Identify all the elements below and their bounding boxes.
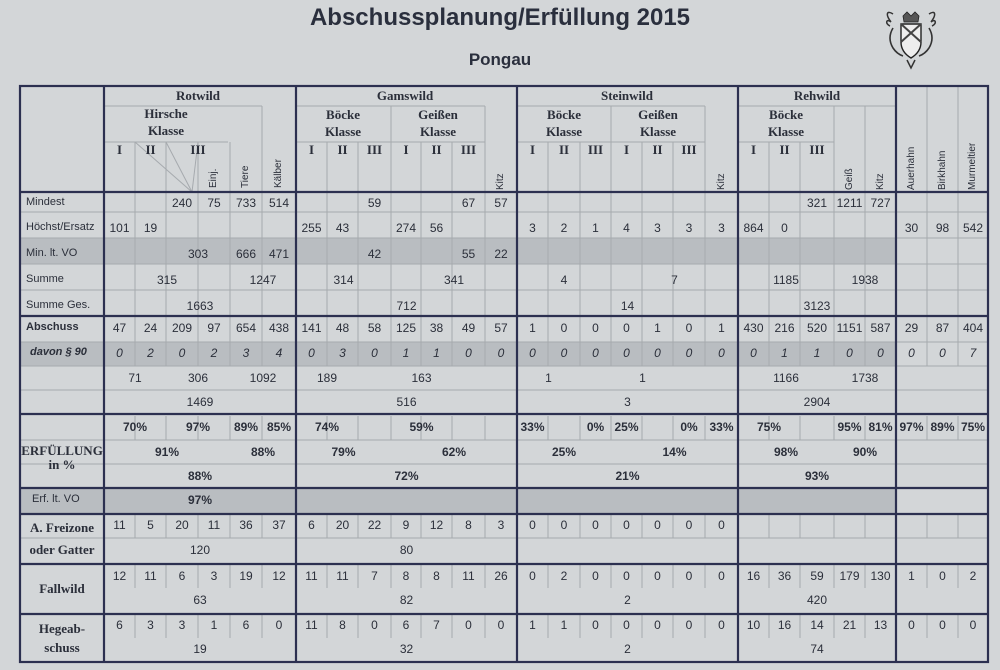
tiere-header: Tiere xyxy=(240,165,251,188)
erf2-cell-5: 14% xyxy=(662,445,687,459)
row-label-hegeab-2: schuss xyxy=(44,640,80,655)
hegeab-cell-17: 0 xyxy=(654,618,661,632)
minvo-cell-2: 303 xyxy=(187,247,209,261)
summe-cell-2: 314 xyxy=(333,273,354,287)
erf1-cell-15: 0% xyxy=(586,420,605,434)
fallwild-cell-4: 19 xyxy=(239,569,253,583)
minvo-cell-5: 471 xyxy=(268,247,290,261)
class-I-header: I xyxy=(750,142,757,157)
freizone-cell-8: 22 xyxy=(367,518,382,532)
abschuss-total-cell-0: 1469 xyxy=(186,395,214,409)
abschuss-cell-19: 1 xyxy=(718,321,725,335)
freizone-cell-18: 0 xyxy=(685,518,693,532)
row-label-fallwild: Fallwild xyxy=(39,581,85,596)
abschuss-sum-cell-4: 163 xyxy=(411,371,432,385)
abschuss-cell-4: 654 xyxy=(235,321,257,335)
abschuss-cell-6: 141 xyxy=(301,321,322,335)
hoechst-cell-27: 542 xyxy=(962,221,984,235)
davon-cell-1: 2 xyxy=(147,346,154,360)
abschuss-cell-1: 24 xyxy=(143,321,158,335)
gams-geissen-header: Geißen xyxy=(418,107,458,122)
fallwild-cell-23: 179 xyxy=(839,569,860,583)
abschuss-sum-cell-3: 189 xyxy=(316,371,338,385)
hegeab-cell-24: 13 xyxy=(873,618,888,632)
fallwild-cell-19: 0 xyxy=(718,569,725,583)
hirsche-header: Hirsche xyxy=(144,106,188,121)
hoechst-cell-10: 56 xyxy=(429,221,444,235)
class-II-header: II xyxy=(337,142,348,157)
reh-kitz-header: Kitz xyxy=(874,173,886,190)
davon-cell-0: 0 xyxy=(116,346,123,360)
davon-cell-7: 3 xyxy=(339,346,346,360)
freizone-cell-1: 5 xyxy=(147,518,154,532)
row-label-davon: davon § 90 xyxy=(30,346,87,358)
erf2-cell-2: 79% xyxy=(331,445,356,459)
davon-cell-27: 7 xyxy=(969,346,977,360)
hegeab-cell-5: 0 xyxy=(275,618,283,632)
page-title: Abschussplanung/Erfüllung 2015 xyxy=(309,4,691,31)
hoechst-cell-16: 4 xyxy=(623,221,630,235)
fallwild-cell-21: 36 xyxy=(777,569,792,583)
birkhahn-header: Birkhahn xyxy=(936,150,948,190)
hoechst-cell-0: 101 xyxy=(109,221,130,235)
hoechst-cell-13: 3 xyxy=(529,221,536,235)
freizone-cell-4: 36 xyxy=(239,518,253,532)
fallwild-cell-22: 59 xyxy=(810,569,824,583)
mindest-cell-24: 727 xyxy=(870,196,891,210)
fallwild-cell-26: 0 xyxy=(939,569,946,583)
davon-cell-24: 0 xyxy=(877,346,884,360)
erf1-cell-6: 74% xyxy=(314,420,340,434)
minvo-cell-4: 666 xyxy=(235,247,257,261)
hegeab-total-2: 2 xyxy=(624,642,631,656)
hegeab-cell-0: 6 xyxy=(116,618,123,632)
class-II-header: II xyxy=(558,142,570,157)
davon-cell-4: 3 xyxy=(242,346,250,360)
davon-cell-20: 0 xyxy=(750,346,757,360)
mindest-cell-12: 57 xyxy=(494,196,508,210)
stein-boecke-klasse: Klasse xyxy=(545,124,583,139)
davon-cell-2: 0 xyxy=(178,346,186,360)
davon-cell-14: 0 xyxy=(560,346,568,360)
hegeab-cell-16: 0 xyxy=(623,618,630,632)
abschuss-sum-cell-5: 1 xyxy=(545,371,552,385)
abschuss-total-cell-3: 2904 xyxy=(803,395,831,409)
hegeab-cell-21: 16 xyxy=(777,618,792,632)
freizone-cell-9: 9 xyxy=(402,518,410,532)
gams-boecke-klasse: Klasse xyxy=(324,124,362,139)
abschuss-sum-cell-8: 1738 xyxy=(851,371,879,385)
hegeab-cell-4: 6 xyxy=(242,618,250,632)
hegeab-cell-20: 10 xyxy=(746,618,761,632)
class-I-header: I xyxy=(623,142,630,157)
gamswild-header: Gamswild xyxy=(376,88,434,103)
fallwild-cell-7: 11 xyxy=(336,569,349,583)
davon-cell-17: 0 xyxy=(654,346,661,360)
freizone-total-0: 120 xyxy=(189,543,211,557)
abschuss-cell-24: 587 xyxy=(870,321,891,335)
davon-cell-25: 0 xyxy=(908,346,915,360)
davon-cell-3: 2 xyxy=(210,346,218,360)
erf1-cell-9: 59% xyxy=(409,420,434,434)
class-I-header: I xyxy=(116,142,123,157)
hegeab-cell-8: 0 xyxy=(371,618,378,632)
gams-boecke-header: Böcke xyxy=(326,107,360,122)
kaelber-header: Kälber xyxy=(273,159,284,188)
class-I-header: I xyxy=(308,142,315,157)
abschuss-cell-22: 520 xyxy=(806,321,828,335)
erf3-cell-2: 21% xyxy=(615,469,640,483)
abschuss-cell-13: 1 xyxy=(529,321,536,335)
summe-ges-cell-2: 14 xyxy=(620,299,635,313)
abschuss-cell-25: 29 xyxy=(904,321,919,335)
mindest-cell-23: 1211 xyxy=(836,196,863,210)
murmeltier-header: Murmeltier xyxy=(967,142,978,190)
hegeab-cell-15: 0 xyxy=(592,618,599,632)
hegeab-cell-1: 3 xyxy=(147,618,154,632)
hirsche-klasse-header: Klasse xyxy=(147,123,185,138)
abschuss-cell-23: 1151 xyxy=(836,321,863,335)
einj-header: Einj. xyxy=(208,168,219,188)
fallwild-cell-0: 12 xyxy=(112,569,127,583)
abschuss-total-cell-2: 3 xyxy=(624,395,631,409)
davon-cell-11: 0 xyxy=(465,346,472,360)
hegeab-cell-11: 0 xyxy=(465,618,472,632)
davon-cell-16: 0 xyxy=(623,346,630,360)
erf1-cell-25: 97% xyxy=(899,420,924,434)
minvo-cell-12: 22 xyxy=(494,247,508,261)
abschuss-cell-17: 1 xyxy=(654,321,661,335)
hegeab-cell-26: 0 xyxy=(939,618,946,632)
hegeab-cell-19: 0 xyxy=(718,618,725,632)
summe-ges-cell-3: 3123 xyxy=(803,299,831,313)
gams-geissen-klasse: Klasse xyxy=(419,124,457,139)
row-label-hegeab-1: Hegeab- xyxy=(38,621,86,636)
fallwild-cell-18: 0 xyxy=(685,569,693,583)
row-label-summe-ges: Summe Ges. xyxy=(26,299,91,311)
class-III-header: III xyxy=(190,142,206,157)
erf2-cell-0: 91% xyxy=(154,445,180,459)
mindest-cell-22: 321 xyxy=(806,196,828,210)
hegeab-cell-22: 14 xyxy=(810,618,824,632)
fallwild-cell-24: 130 xyxy=(870,569,891,583)
fallwild-cell-2: 6 xyxy=(178,569,186,583)
fallwild-cell-16: 0 xyxy=(623,569,630,583)
fallwild-cell-10: 8 xyxy=(433,569,440,583)
minvo-cell-8: 42 xyxy=(367,247,382,261)
freizone-cell-15: 0 xyxy=(592,518,599,532)
reh-geiss-header: Geiß xyxy=(843,168,855,190)
summe-ges-cell-0: 1663 xyxy=(186,299,214,313)
erf1-cell-4: 89% xyxy=(233,420,259,434)
summe-cell-0: 315 xyxy=(156,273,178,287)
abschuss-cell-20: 430 xyxy=(743,321,764,335)
davon-cell-21: 1 xyxy=(781,346,788,360)
erf2-cell-6: 98% xyxy=(773,445,799,459)
hegeab-cell-14: 1 xyxy=(560,618,568,632)
row-label-abschuss: Abschuss xyxy=(26,321,79,333)
erf-vo-cell: 97% xyxy=(187,493,213,507)
steinwild-header: Steinwild xyxy=(600,88,654,103)
freizone-cell-7: 20 xyxy=(335,518,350,532)
row-label-minvo: Min. lt. VO xyxy=(26,247,78,259)
stein-geissen-klasse: Klasse xyxy=(639,124,677,139)
gams-kitz-header: Kitz xyxy=(495,173,506,190)
davon-cell-19: 0 xyxy=(718,346,725,360)
mindest-cell-8: 59 xyxy=(367,196,382,210)
hoechst-cell-15: 1 xyxy=(592,221,599,235)
abschuss-cell-12: 57 xyxy=(494,321,508,335)
erf1-cell-24: 81% xyxy=(868,420,893,434)
abschuss-cell-14: 0 xyxy=(560,321,568,335)
fallwild-cell-9: 8 xyxy=(402,569,410,583)
hoechst-cell-9: 274 xyxy=(395,221,417,235)
erf2-cell-4: 25% xyxy=(551,445,577,459)
abschuss-cell-5: 438 xyxy=(268,321,290,335)
davon-cell-12: 0 xyxy=(497,346,505,360)
abschuss-sum-cell-2: 1092 xyxy=(249,371,277,385)
mindest-cell-5: 514 xyxy=(268,196,290,210)
abschuss-cell-27: 404 xyxy=(962,321,984,335)
freizone-total-1: 80 xyxy=(399,543,414,557)
hegeab-total-1: 32 xyxy=(399,642,414,656)
hegeab-cell-10: 7 xyxy=(433,618,440,632)
abschuss-cell-0: 47 xyxy=(112,321,127,335)
hoechst-cell-14: 2 xyxy=(560,221,568,235)
davon-cell-13: 0 xyxy=(529,346,536,360)
hegeab-cell-27: 0 xyxy=(969,618,977,632)
row-label-freizone-2: oder Gatter xyxy=(29,542,95,557)
fallwild-cell-5: 12 xyxy=(272,569,286,583)
summe-cell-3: 341 xyxy=(443,273,465,287)
freizone-cell-17: 0 xyxy=(654,518,661,532)
mindest-cell-2: 240 xyxy=(171,196,193,210)
erf1-cell-19: 33% xyxy=(709,420,734,434)
fallwild-cell-6: 11 xyxy=(305,569,318,583)
class-II-header: II xyxy=(145,142,156,157)
abschuss-sum-cell-0: 71 xyxy=(128,371,142,385)
freizone-cell-2: 20 xyxy=(175,518,189,532)
hegeab-cell-6: 11 xyxy=(305,618,318,632)
fallwild-cell-20: 16 xyxy=(746,569,761,583)
fallwild-total-0: 63 xyxy=(193,593,207,607)
abschuss-sum-cell-7: 1166 xyxy=(773,371,799,385)
row-label-erfuellung: ERFÜLLUNG xyxy=(21,443,103,458)
freizone-cell-12: 3 xyxy=(497,518,505,532)
abschuss-cell-21: 216 xyxy=(774,321,795,335)
reh-boecke-header: Böcke xyxy=(769,107,803,122)
erf3-cell-1: 72% xyxy=(394,469,419,483)
page-subtitle: Pongau xyxy=(468,50,532,69)
summe-cell-5: 7 xyxy=(671,273,678,287)
erf1-cell-23: 95% xyxy=(837,420,862,434)
row-label-in-pct: in % xyxy=(48,457,76,472)
abschuss-cell-18: 0 xyxy=(685,321,693,335)
hoechst-cell-6: 255 xyxy=(301,221,322,235)
fallwild-cell-1: 11 xyxy=(144,569,157,583)
summe-cell-4: 4 xyxy=(560,273,568,287)
class-III-header: III xyxy=(366,142,383,157)
abschuss-cell-15: 0 xyxy=(592,321,599,335)
freizone-cell-19: 0 xyxy=(718,518,725,532)
freizone-cell-11: 8 xyxy=(465,518,472,532)
summe-cell-1: 1247 xyxy=(249,273,277,287)
fallwild-cell-17: 0 xyxy=(654,569,661,583)
summe-ges-cell-1: 712 xyxy=(396,299,417,313)
class-II-header: II xyxy=(431,142,442,157)
auerhahn-header: Auerhahn xyxy=(905,146,917,190)
abschuss-cell-11: 49 xyxy=(461,321,476,335)
erf1-cell-13: 33% xyxy=(520,420,545,434)
class-I-header: I xyxy=(403,142,409,157)
summe-cell-6: 1185 xyxy=(773,273,799,287)
summe-cell-7: 1938 xyxy=(851,273,879,287)
davon-cell-22: 1 xyxy=(813,346,821,360)
abschuss-cell-8: 58 xyxy=(367,321,382,335)
row-label-hoechst: Höchst/Ersatz xyxy=(26,221,95,233)
row-label-summe: Summe xyxy=(26,273,64,285)
abschuss-total-cell-1: 516 xyxy=(396,395,417,409)
class-III-header: III xyxy=(460,142,477,157)
hoechst-cell-18: 3 xyxy=(685,221,693,235)
class-III-header: III xyxy=(809,142,825,157)
fallwild-cell-13: 0 xyxy=(529,569,536,583)
abschuss-cell-3: 97 xyxy=(207,321,221,335)
davon-cell-5: 4 xyxy=(275,346,283,360)
class-III-header: III xyxy=(681,142,697,157)
erf1-cell-2: 97% xyxy=(185,420,211,434)
erf2-cell-3: 62% xyxy=(441,445,467,459)
hegeab-cell-13: 1 xyxy=(529,618,536,632)
hegeab-cell-12: 0 xyxy=(497,618,505,632)
abschuss-sum-cell-6: 1 xyxy=(639,371,646,385)
erf2-cell-1: 88% xyxy=(250,445,276,459)
hoechst-cell-17: 3 xyxy=(654,221,661,235)
abschuss-cell-7: 48 xyxy=(335,321,350,335)
reh-boecke-klasse: Klasse xyxy=(767,124,805,139)
mindest-cell-4: 733 xyxy=(235,196,257,210)
row-label-mindest: Mindest xyxy=(26,196,65,208)
fallwild-cell-11: 11 xyxy=(462,569,475,583)
stein-geissen-header: Geißen xyxy=(638,107,678,122)
freizone-cell-13: 0 xyxy=(529,518,536,532)
erf1-cell-5: 85% xyxy=(266,420,292,434)
hegeab-cell-25: 0 xyxy=(908,618,915,632)
erf3-cell-3: 93% xyxy=(804,469,830,483)
class-III-header: III xyxy=(587,142,604,157)
class-II-header: II xyxy=(652,142,663,157)
erf1-cell-27: 75% xyxy=(960,420,986,434)
erf2-cell-7: 90% xyxy=(852,445,878,459)
class-I-header: I xyxy=(529,142,536,157)
davon-cell-9: 1 xyxy=(402,346,410,360)
freizone-cell-3: 11 xyxy=(207,518,221,532)
rehwild-header: Rehwild xyxy=(793,88,841,103)
fallwild-total-3: 420 xyxy=(806,593,828,607)
stein-kitz-header: Kitz xyxy=(715,173,727,190)
davon-cell-26: 0 xyxy=(939,346,946,360)
abschuss-cell-10: 38 xyxy=(429,321,444,335)
erf1-cell-26: 89% xyxy=(930,420,955,434)
fallwild-cell-14: 2 xyxy=(560,569,568,583)
freizone-cell-5: 37 xyxy=(272,518,286,532)
erf3-cell-0: 88% xyxy=(187,469,213,483)
hoechst-cell-21: 0 xyxy=(781,221,788,235)
minvo-cell-11: 55 xyxy=(461,247,476,261)
fallwild-cell-27: 2 xyxy=(969,569,977,583)
freizone-cell-0: 11 xyxy=(113,518,126,532)
mindest-cell-11: 67 xyxy=(461,196,476,210)
erf1-cell-0: 70% xyxy=(122,420,148,434)
class-II-header: II xyxy=(779,142,790,157)
hegeab-cell-18: 0 xyxy=(685,618,693,632)
freizone-cell-14: 0 xyxy=(560,518,568,532)
abschuss-cell-9: 125 xyxy=(395,321,417,335)
fallwild-total-1: 82 xyxy=(399,593,414,607)
hoechst-cell-25: 30 xyxy=(904,221,919,235)
hegeab-cell-9: 6 xyxy=(402,618,410,632)
fallwild-cell-15: 0 xyxy=(592,569,599,583)
fallwild-total-2: 2 xyxy=(624,593,631,607)
hegeab-cell-7: 8 xyxy=(339,618,346,632)
mindest-cell-3: 75 xyxy=(207,196,221,210)
row-label-erf-vo: Erf. lt. VO xyxy=(32,493,80,505)
hegeab-total-0: 19 xyxy=(193,642,207,656)
hegeab-total-3: 74 xyxy=(810,642,824,656)
hoechst-cell-7: 43 xyxy=(335,221,350,235)
abschuss-cell-26: 87 xyxy=(935,321,950,335)
abschuss-cell-16: 0 xyxy=(623,321,630,335)
fallwild-cell-8: 7 xyxy=(371,569,378,583)
abschuss-sum-cell-1: 306 xyxy=(187,371,209,385)
hoechst-cell-19: 3 xyxy=(718,221,725,235)
hoechst-cell-26: 98 xyxy=(935,221,950,235)
hegeab-cell-23: 21 xyxy=(842,618,857,632)
freizone-cell-16: 0 xyxy=(623,518,630,532)
davon-cell-15: 0 xyxy=(592,346,599,360)
fallwild-cell-25: 1 xyxy=(908,569,915,583)
erf1-cell-18: 0% xyxy=(680,420,698,434)
fallwild-cell-12: 26 xyxy=(494,569,508,583)
hegeab-cell-2: 3 xyxy=(178,618,186,632)
erf1-cell-20: 75% xyxy=(756,420,782,434)
davon-cell-6: 0 xyxy=(308,346,315,360)
davon-cell-18: 0 xyxy=(685,346,693,360)
hegeab-cell-3: 1 xyxy=(210,618,218,632)
davon-cell-10: 1 xyxy=(433,346,440,360)
hoechst-cell-1: 19 xyxy=(143,221,158,235)
erf1-cell-16: 25% xyxy=(614,420,639,434)
row-label-freizone-1: A. Freizone xyxy=(29,520,95,535)
fallwild-cell-3: 3 xyxy=(210,569,218,583)
freizone-cell-10: 12 xyxy=(429,518,444,532)
stein-boecke-header: Böcke xyxy=(547,107,581,122)
abschuss-cell-2: 209 xyxy=(171,321,193,335)
davon-cell-23: 0 xyxy=(846,346,853,360)
hoechst-cell-20: 864 xyxy=(743,221,764,235)
freizone-cell-6: 6 xyxy=(308,518,315,532)
rotwild-header: Rotwild xyxy=(175,88,221,103)
davon-cell-8: 0 xyxy=(371,346,378,360)
